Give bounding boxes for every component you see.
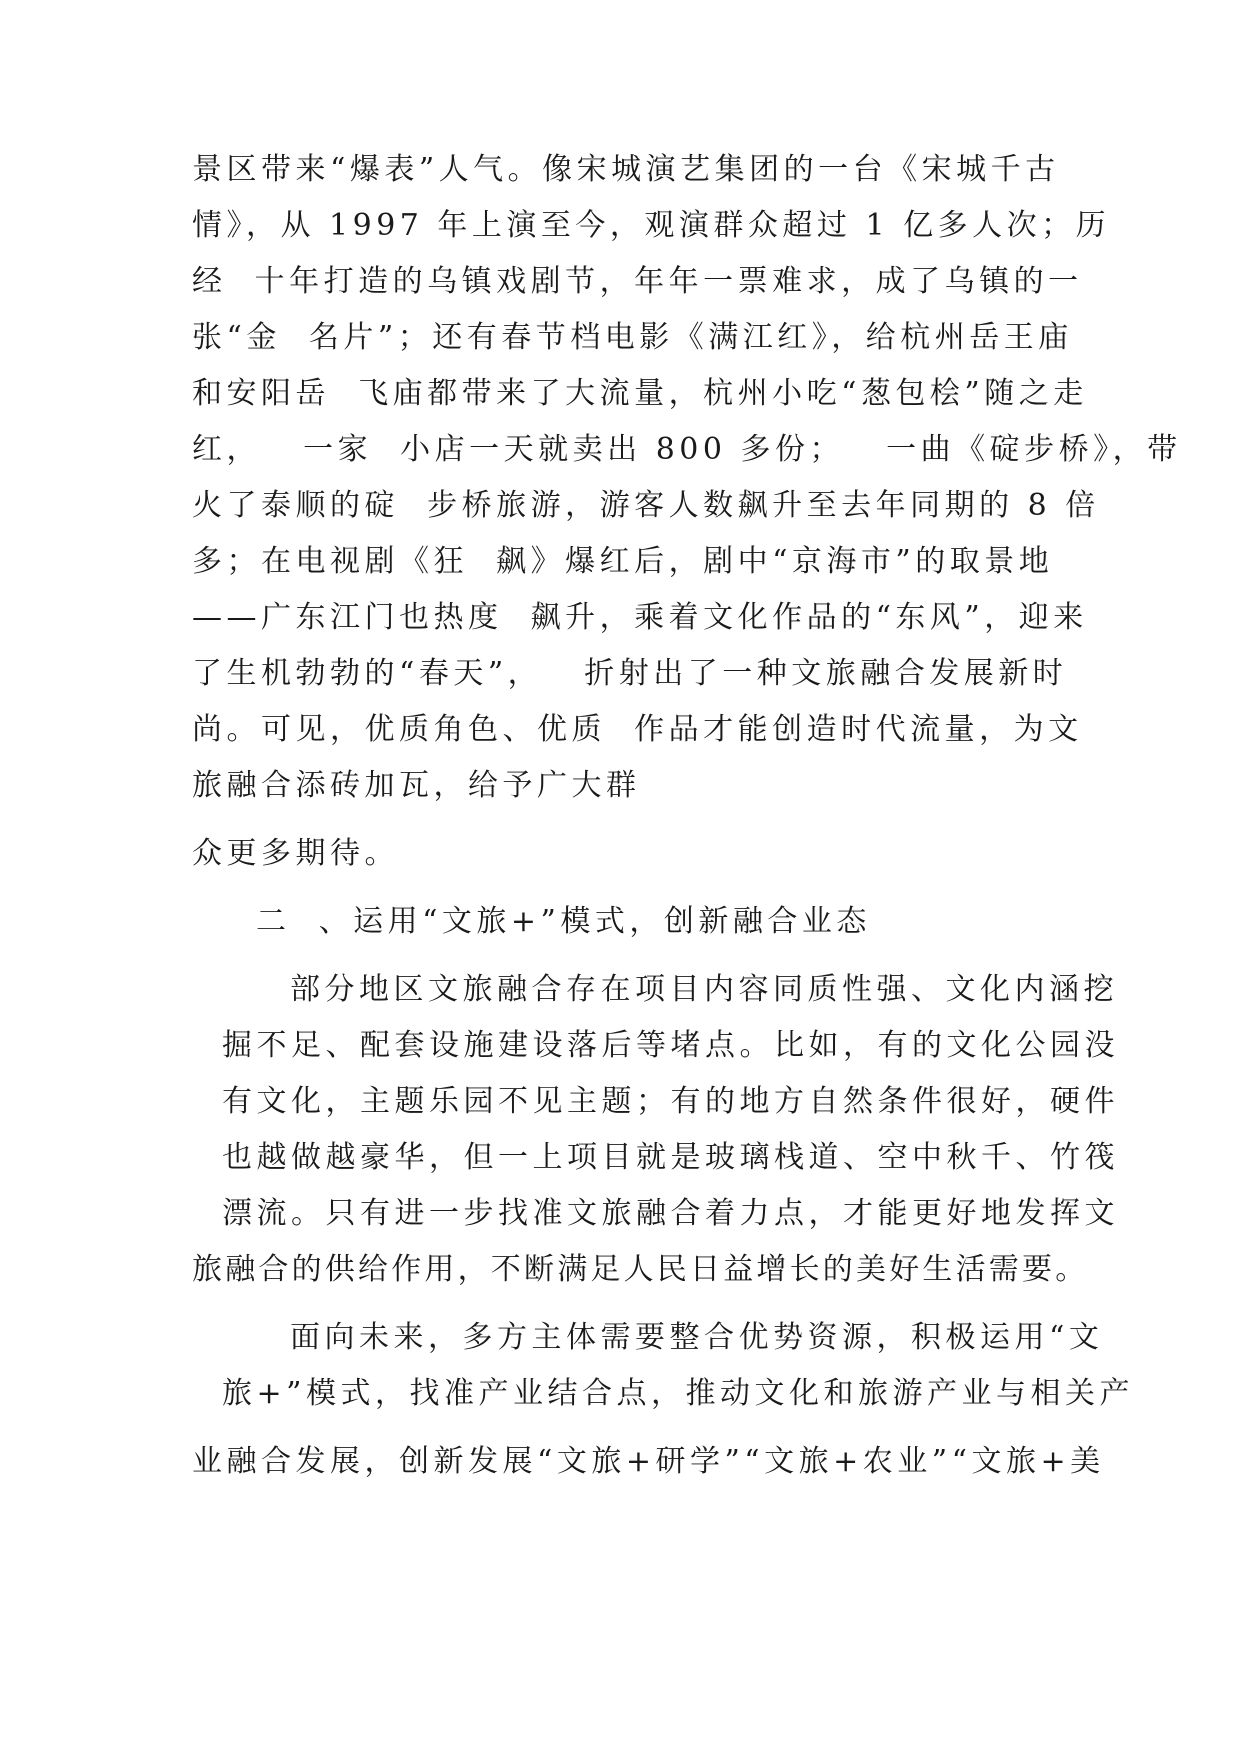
paragraph1-line-9: ——广东江门也热度 飙升，乘着文化作品的“东风”，迎来 <box>192 600 1088 635</box>
paragraph1-line-6: 红， 一家 小店一天就卖出 800 多份； 一曲《碇步桥》，带 <box>192 432 1182 467</box>
paragraph1-line-1: 景区带来“爆表”人气。像宋城演艺集团的一台《宋城千古 <box>192 152 1060 187</box>
paragraph2-line-6: 旅融合的供给作用，不断满足人民日益增长的美好生活需要。 <box>192 1252 1089 1287</box>
paragraph1-line-13: 众更多期待。 <box>192 836 399 871</box>
paragraph1-line-10: 了生机勃勃的“春天”， 折射出了一种文旅融合发展新时 <box>192 656 1068 691</box>
paragraph2-line-2: 掘不足、配套设施建设落后等堵点。比如，有的文化公园没 <box>222 1028 1119 1063</box>
paragraph1-line-7: 火了泰顺的碇 步桥旅游，游客人数飙升至去年同期的 8 倍 <box>192 488 1100 523</box>
paragraph1-line-8: 多；在电视剧《狂 飙》爆红后，剧中“京海市”的取景地 <box>192 544 1054 579</box>
paragraph2-line-3: 有文化，主题乐园不见主题；有的地方自然条件很好，硬件 <box>222 1084 1119 1119</box>
paragraph1-line-2: 情》，从 1997 年上演至今，观演群众超过 1 亿多人次；历 <box>192 208 1111 243</box>
paragraph2-line-1: 部分地区文旅融合存在项目内容同质性强、文化内涵挖 <box>290 972 1118 1007</box>
paragraph1-line-3: 经 十年打造的乌镇戏剧节，年年一票难求，成了乌镇的一 <box>192 264 1083 299</box>
paragraph2-line-5: 漂流。只有进一步找准文旅融合着力点，才能更好地发挥文 <box>222 1196 1119 1231</box>
paragraph3-line-2: 旅+”模式，找准产业结合点，推动文化和旅游产业与相关产 <box>222 1376 1134 1411</box>
paragraph2-line-4: 也越做越豪华，但一上项目就是玻璃栈道、空中秋千、竹筏 <box>222 1140 1119 1175</box>
section-heading: 二 、运用“文旅+”模式，创新融合业态 <box>256 904 871 939</box>
paragraph1-line-11: 尚。可见，优质角色、优质 作品才能创造时代流量，为文 <box>192 712 1083 747</box>
paragraph3-line-3: 业融合发展，创新发展“文旅+研学”“文旅+农业”“文旅+美 <box>192 1444 1105 1479</box>
paragraph3-line-1: 面向未来，多方主体需要整合优势资源，积极运用“文 <box>290 1320 1104 1355</box>
paragraph1-line-12: 旅融合添砖加瓦，给予广大群 <box>192 768 641 803</box>
paragraph1-line-5: 和安阳岳 飞庙都带来了大流量，杭州小吃“葱包桧”随之走 <box>192 376 1088 411</box>
paragraph1-line-4: 张“金 名片”；还有春节档电影《满江红》，给杭州岳王庙 <box>192 320 1073 355</box>
